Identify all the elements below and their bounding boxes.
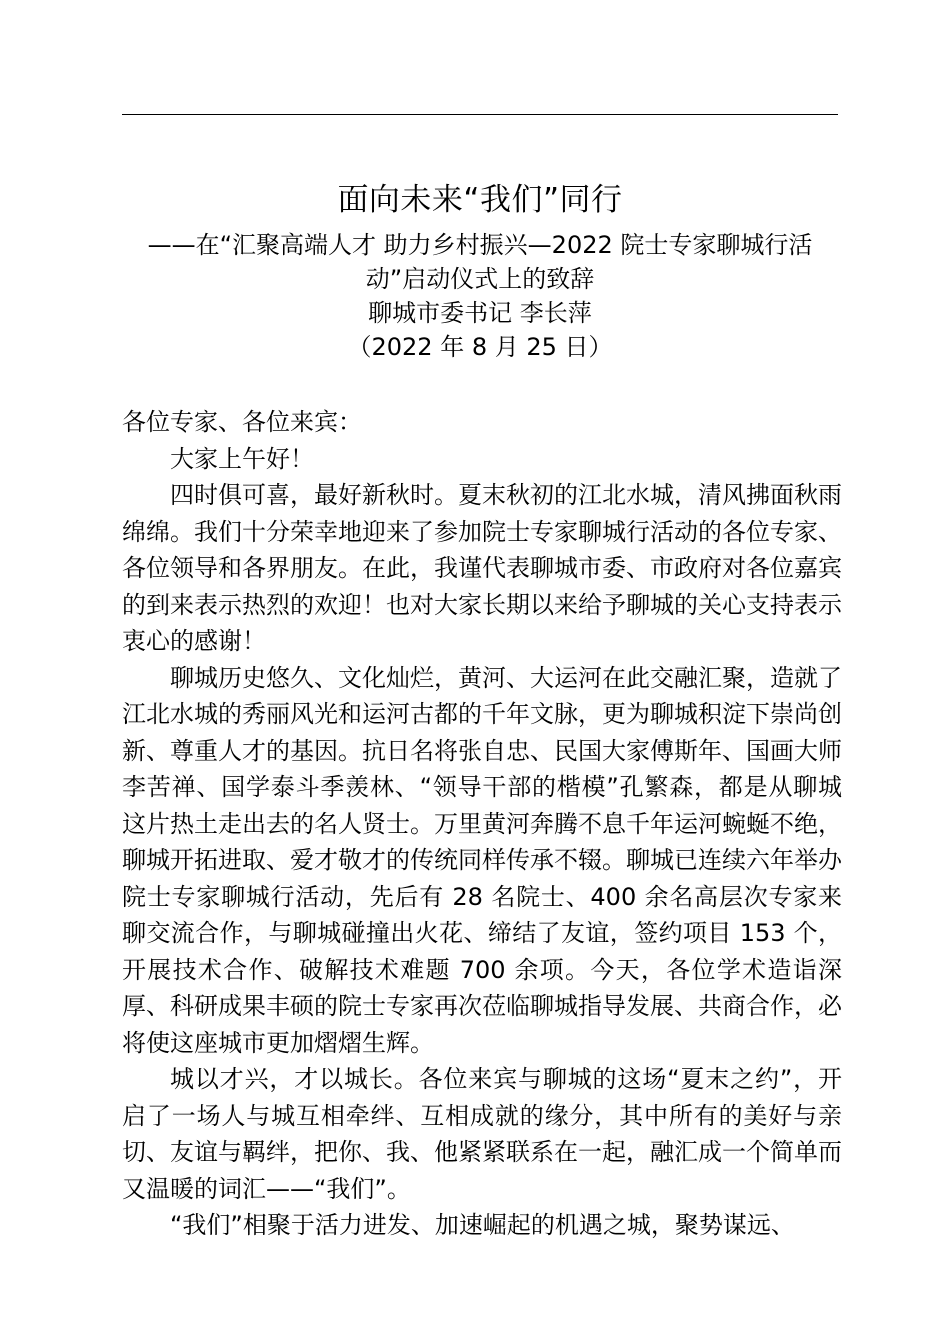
speech-body xyxy=(122,404,842,1244)
paragraph-greeting: 大家上午好！ xyxy=(170,444,314,473)
speaker-line: 聊城市委书记 李长萍 xyxy=(368,299,592,327)
header-rule xyxy=(122,114,838,115)
document-subtitle: ——在“汇聚高端人才 助力乡村振兴—2022 院士专家聊城行活动”启动仪式上的致辞 xyxy=(147,231,813,293)
paragraph-we-gather: “我们”相聚于活力进发、加速崛起的机遇之城，聚势谋远、 xyxy=(170,1211,795,1239)
paragraph-city-talent: 城以才兴，才以城长。各位来宾与聊城的这场“夏末之约”，开启了一场人与城互相牵绊、互相成就的缘分，其中所有的美好与亲切、友谊与羁绊，把你、我、他紧紧联系在一起，融汇成一个简单而又温暖的词汇——“我们”。 xyxy=(122,1065,842,1203)
paragraph-welcome: 四时俱可喜，最好新秋时。夏末秋初的江北水城，清风拂面秋雨绵绵。我们十分荣幸地迎来了参加院士专家聊城行活动的各位专家、各位领导和各界朋友。在此，我谨代表聊城市委、市政府对各位嘉宾的到来表示热烈的欢迎！也对大家长期以来给予聊城的关心支持表示衷心的感谢！ xyxy=(122,481,842,655)
document-title: 面向未来“我们”同行 xyxy=(337,182,623,218)
salutation: 各位专家、各位来宾： xyxy=(122,408,362,436)
paragraph-history: 聊城历史悠久、文化灿烂，黄河、大运河在此交融汇聚，造就了江北水城的秀丽风光和运河古都的千年文脉，更为聊城积淀下崇尚创新、尊重人才的基因。抗日名将张自忠、民国大家傅斯年、国画大师李苦禅、国学泰斗季羡林、“领导干部的楷模”孔繁森，都是从聊城这片热土走出去的名人贤士。万里黄河奔腾不息千年运河蜿蜒不绝，聊城开拓进取、爱才敬才的传统同样传承不辍。聊城已连续六年举办院士专家聊城行活动，先后有 28 名院士、400 余名高层次专家来聊交流合作，与聊城碰撞出火花、缔结了友谊，签约项目 153 个，开展技术合作、破解技术难题 700 余项。今天，各位学术造诣深厚、科研成果丰硕的院士专家再次莅临聊城指导发展、共商合作，必将使这座城市更加熠熠生辉。 xyxy=(122,663,842,1057)
date-line: （2022 年 8 月 25 日） xyxy=(347,333,613,361)
title-block xyxy=(110,172,850,364)
